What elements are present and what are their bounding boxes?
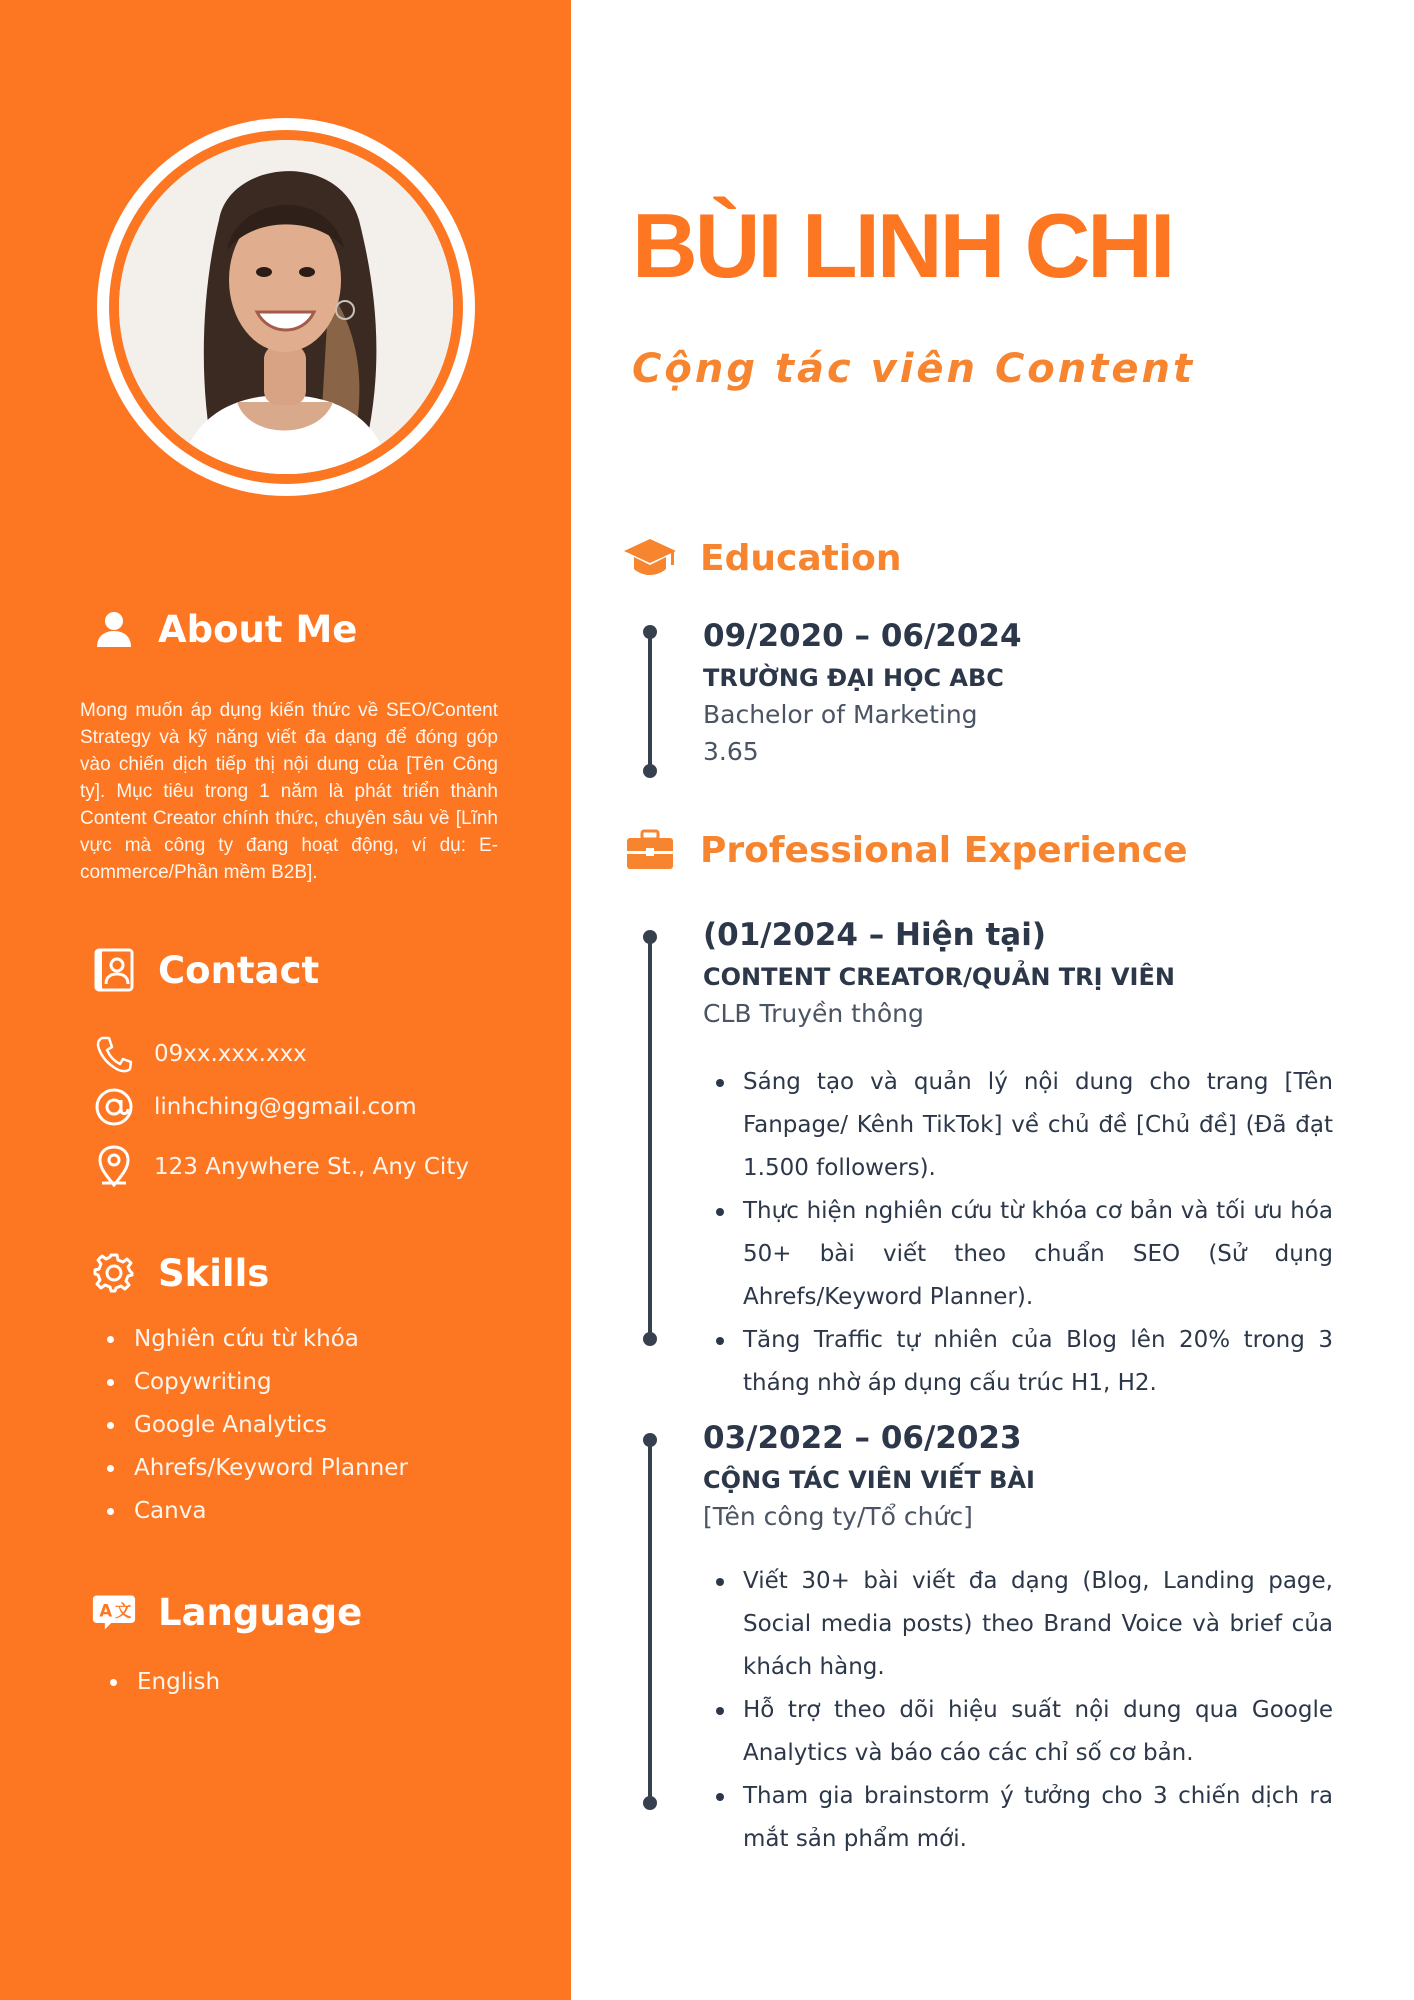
timeline-dot (643, 1796, 657, 1810)
graduation-cap-icon (622, 533, 678, 583)
job-title: CONTENT CREATOR/QUẢN TRỊ VIÊN (703, 963, 1175, 991)
location-pin-icon (92, 1145, 136, 1189)
job-organization: [Tên công ty/Tổ chức] (703, 1502, 973, 1531)
job-bullet: Hỗ trợ theo dõi hiệu suất nội dung qua Google Analytics và báo cáo các chỉ số cơ bản. (743, 1689, 1333, 1775)
job-date: (01/2024 – Hiện tại) (703, 917, 1046, 953)
candidate-name: BÙI LINH CHI (632, 196, 1173, 297)
education-date: 09/2020 – 06/2024 (703, 618, 1022, 654)
job-bullet: Tham gia brainstorm ý tưởng cho 3 chiến dịch ra mắt sản phẩm mới. (743, 1775, 1333, 1861)
contact-email (92, 1085, 417, 1129)
email-address[interactable]: linhching@ggmail.com (154, 1094, 417, 1120)
at-sign-icon (92, 1085, 136, 1129)
skill-item: Nghiên cứu từ khóa (104, 1318, 408, 1361)
skill-item: Google Analytics (104, 1404, 408, 1447)
contact-heading (92, 948, 319, 992)
phone-icon (92, 1032, 136, 1076)
job-bullet: Tăng Traffic tự nhiên của Blog lên 20% trong 3 tháng nhờ áp dụng cấu trúc H1, H2. (743, 1319, 1333, 1405)
skill-item: Canva (104, 1490, 408, 1533)
profile-photo (119, 140, 453, 474)
timeline-dot (643, 1332, 657, 1346)
education-timeline-line (648, 632, 652, 772)
about-heading (92, 607, 357, 651)
phone-number[interactable]: 09xx.xxx.xxx (154, 1041, 307, 1067)
skill-item: Ahrefs/Keyword Planner (104, 1447, 408, 1490)
job-date: 03/2022 – 06/2023 (703, 1420, 1022, 1456)
timeline-dot (643, 625, 657, 639)
profile-photo-frame (97, 118, 475, 496)
translate-icon (92, 1590, 136, 1634)
about-text: Mong muốn áp dụng kiến thức về SEO/Content Strategy và kỹ năng viết đa dạng để đóng góp vào chiến dịch tiếp thị nội dung của [Tên Công ty]. Mục tiêu trong 1 năm là phát triển thành Content Creator chính thức, chuyên sâu về [Lĩnh vực mà công ty đang hoạt động, ví dụ: E-commerce/Phần mềm B2B]. (80, 700, 498, 883)
education-gpa: 3.65 (703, 737, 759, 766)
job-entry (703, 1420, 1343, 1531)
education-heading-label: Education (700, 537, 902, 579)
skills-list (104, 1318, 408, 1533)
skills-heading-label: Skills (158, 1251, 270, 1295)
job-title: CỘNG TÁC VIÊN VIẾT BÀI (703, 1466, 1035, 1494)
experience-timeline-line (648, 936, 652, 1340)
about-heading-label: About Me (158, 607, 358, 651)
timeline-dot (643, 1433, 657, 1447)
job-entry (703, 917, 1343, 1028)
address-text: 123 Anywhere St., Any City (154, 1154, 469, 1180)
language-item: English (107, 1661, 220, 1704)
education-entry (703, 618, 1343, 766)
skill-item: Copywriting (104, 1361, 408, 1404)
svg-text:文: 文 (114, 1601, 132, 1621)
education-school: TRƯỜNG ĐẠI HỌC ABC (703, 664, 1004, 692)
experience-timeline-line (648, 1440, 652, 1804)
gear-icon (92, 1251, 136, 1295)
svg-text:A: A (99, 1601, 113, 1621)
language-heading (92, 1590, 362, 1634)
job-organization: CLB Truyền thông (703, 999, 924, 1028)
job-bullets (743, 1061, 1333, 1405)
sidebar (0, 0, 571, 2000)
contact-heading-label: Contact (158, 948, 320, 992)
job-bullet: Thực hiện nghiên cứu từ khóa cơ bản và tối ưu hóa 50+ bài viết theo chuẩn SEO (Sử dụng Ahrefs/Keyword Planner). (743, 1190, 1333, 1319)
education-heading (622, 533, 902, 583)
job-bullets (743, 1560, 1333, 1861)
job-bullet: Viết 30+ bài viết đa dạng (Blog, Landing page, Social media posts) theo Brand Voice và brief của khách hàng. (743, 1560, 1333, 1689)
education-degree: Bachelor of Marketing (703, 700, 978, 729)
experience-heading-label: Professional Experience (700, 829, 1188, 871)
language-list (107, 1661, 220, 1704)
candidate-role: Cộng tác viên Content (632, 346, 1196, 392)
contact-phone (92, 1032, 307, 1076)
job-bullet: Sáng tạo và quản lý nội dung cho trang [Tên Fanpage/ Kênh TikTok] về chủ đề [Chủ đề] (Đã đạt 1.500 followers). (743, 1061, 1333, 1190)
briefcase-icon (622, 825, 678, 875)
contact-card-icon (92, 948, 136, 992)
timeline-dot (643, 930, 657, 944)
experience-heading (622, 825, 1188, 875)
user-icon (92, 607, 136, 651)
skills-heading (92, 1251, 269, 1295)
language-heading-label: Language (158, 1590, 363, 1634)
timeline-dot (643, 764, 657, 778)
contact-address (92, 1145, 469, 1189)
